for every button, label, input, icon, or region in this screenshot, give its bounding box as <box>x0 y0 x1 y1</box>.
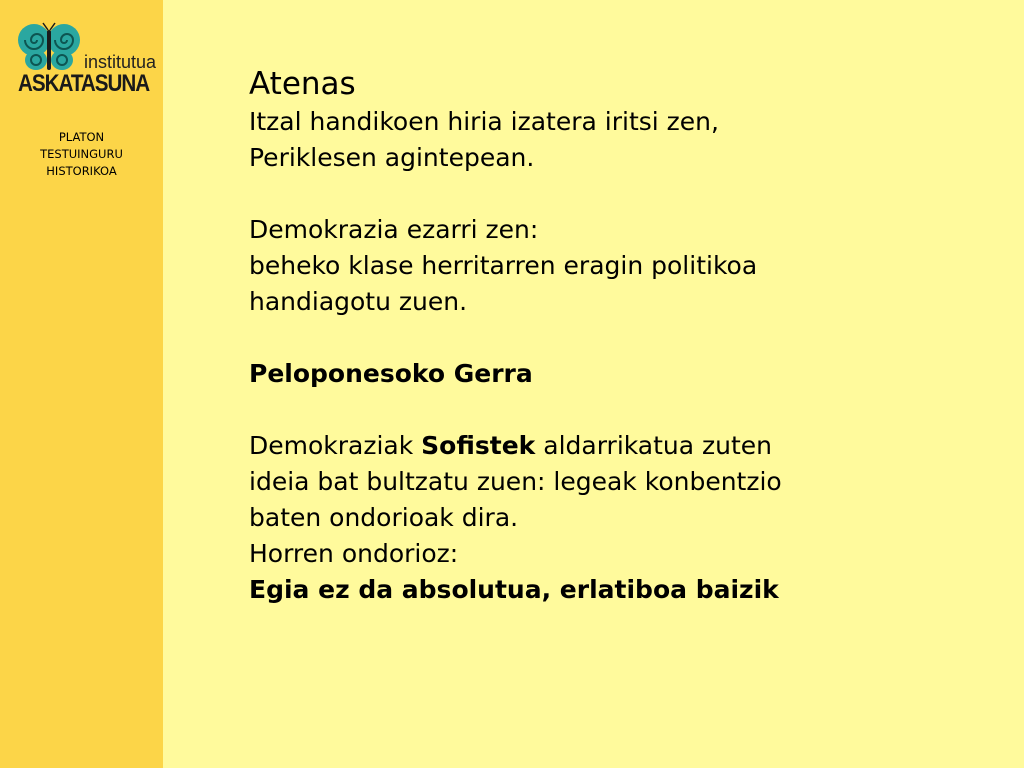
text-line: handiagotu zuen. <box>249 287 468 316</box>
text-line: Demokrazia ezarri zen: <box>249 215 539 244</box>
text-line: Horren ondorioz: <box>249 539 459 568</box>
war-heading: Peloponesoko Gerra <box>249 359 533 388</box>
text-line: Itzal handikoen hiria izatera iritsi zen, <box>249 107 719 136</box>
conclusion: Egia ez da absolutua, erlatiboa baizik <box>249 575 779 604</box>
sidebar-title-line: HISTORIKOA <box>46 164 117 178</box>
sidebar-title-line: PLATON <box>58 130 105 144</box>
text-line: baten ondorioak dira. <box>249 503 519 532</box>
text-segment: aldarrikatua zuten <box>535 431 773 460</box>
logo-subtitle: institutua <box>84 52 157 72</box>
askatasuna-logo <box>14 22 159 100</box>
text-segment: Demokraziak <box>249 431 422 460</box>
text-line: Periklesen agintepean. <box>249 143 535 172</box>
logo-title: ASKATASUNA <box>18 70 150 97</box>
sofistek-emphasis: Sofistek <box>421 431 536 460</box>
text-line: beheko klase herritarren eragin politikoa <box>249 251 758 280</box>
sidebar-title-line: TESTUINGURU <box>40 147 123 161</box>
text-line: ideia bat bultzatu zuen: legeak konbentzio <box>249 467 782 496</box>
sidebar-title <box>0 129 163 180</box>
slide-content <box>249 64 1009 608</box>
text-line <box>249 428 1009 464</box>
butterfly-icon <box>16 22 82 72</box>
slide-heading: Atenas <box>249 66 356 102</box>
sidebar <box>0 0 163 768</box>
